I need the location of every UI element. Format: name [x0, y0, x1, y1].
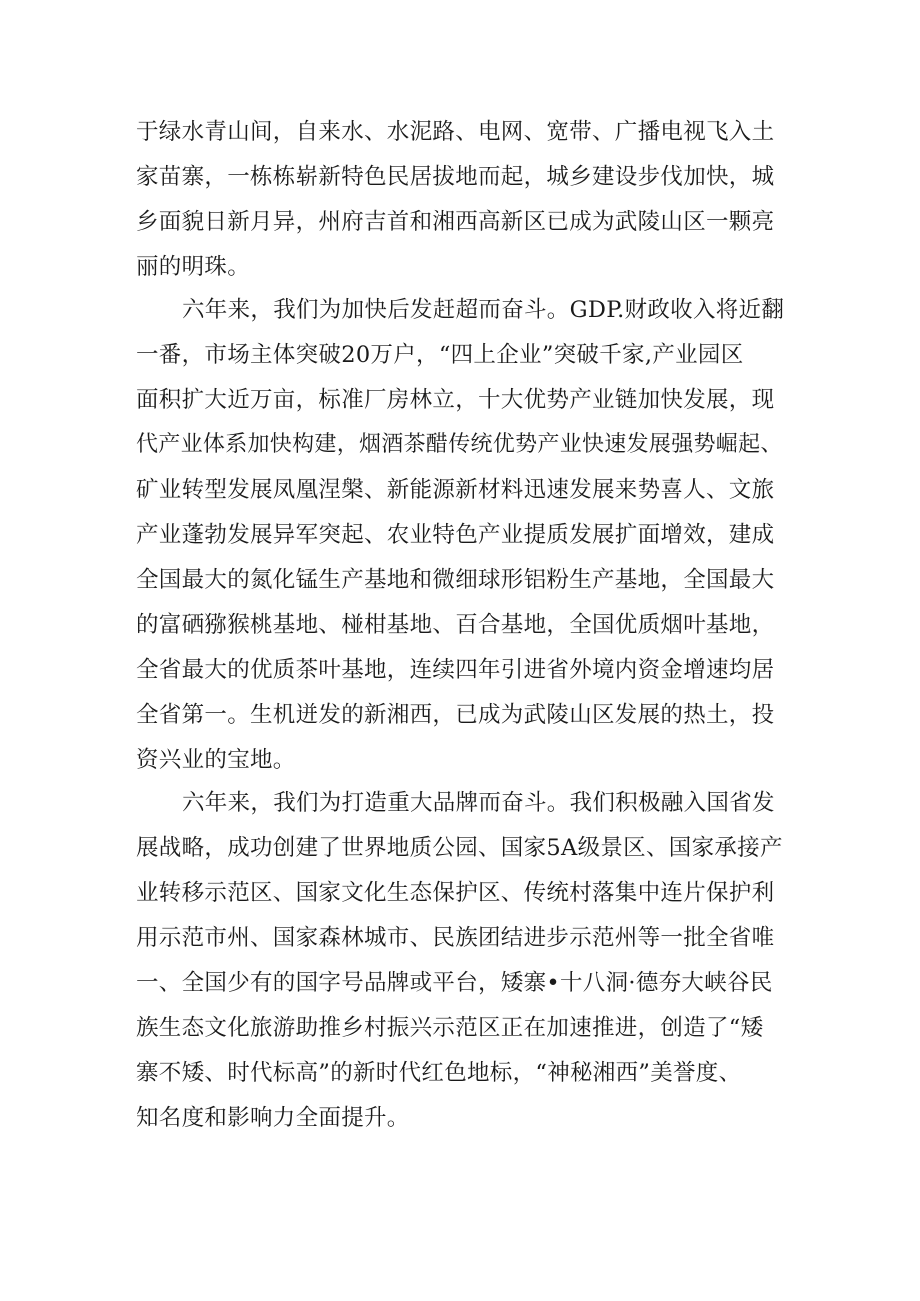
text-line: 全省第一。生机迸发的新湘西，已成为武陵山区发展的热土，投 — [136, 702, 775, 728]
text-line: 用示范市州、国家森林城市、民族团结进步示范州等一批全省唯 — [136, 925, 775, 951]
text-line: 全国最大的氮化锰生产基地和微细球形铝粉生产基地，全国最大 — [136, 567, 775, 593]
text-line: 丽的明珠。 — [136, 254, 251, 280]
text-line: 于绿水青山间，自来水、水泥路、电网、宽带、广播电视飞入土 — [136, 119, 775, 145]
text-line: 全省最大的优质茶叶基地，连续四年引进省外境内资金增速均居 — [136, 657, 775, 683]
text-line: 代产业体系加快构建，烟酒茶醋传统优势产业快速发展强势崛起、 — [136, 432, 783, 457]
text-line: 知名度和影响力全面提升。 — [136, 1105, 410, 1131]
text-line: 族生态文化旅游助推乡村振兴示范区正在加速推进，创造了“矮 — [136, 1015, 764, 1041]
text-line: 乡面貌日新月异，州府吉首和湘西高新区已成为武陵山区一颗亮 — [136, 209, 775, 235]
paragraph-first-line: 六年来，我们为加快后发赶超而奋斗。GDP.财政收入将近翻 — [182, 297, 785, 323]
text-line: 面积扩大近万亩，标准厂房林立，十大优势产业链加快发展，现 — [136, 387, 775, 413]
text-line: 业转移示范区、国家文化生态保护区、传统村落集中连片保护利 — [136, 880, 775, 906]
text-line: 家苗寨，一栋栋崭新特色民居拔地而起，城乡建设步伐加快，城 — [136, 164, 775, 190]
text-line: 寨不矮、时代标高”的新时代红色地标，“神秘湘西”美誉度、 — [136, 1060, 742, 1086]
text-line: 一番，市场主体突破20万户，“四上企业”突破千家,产业园区 — [136, 342, 744, 368]
text-line: 展战略，成功创建了世界地质公园、国家5A级景区、国家承接产 — [136, 835, 783, 861]
paragraph-first-line: 六年来，我们为打造重大品牌而奋斗。我们积极融入国省发 — [182, 790, 775, 816]
text-line: 一、全国少有的国字号品牌或平台，矮寨•十八洞·德夯大峡谷民 — [136, 970, 773, 996]
text-line: 产业蓬勃发展异军突起、农业特色产业提质发展扩面增效，建成 — [136, 522, 775, 548]
text-line: 矿业转型发展凤凰涅槃、新能源新材料迅速发展来势喜人、文旅 — [136, 477, 775, 503]
text-line: 的富硒猕猴桃基地、椪柑基地、百合基地，全国优质烟叶基地， — [136, 612, 775, 638]
text-line: 资兴业的宝地。 — [136, 747, 296, 773]
